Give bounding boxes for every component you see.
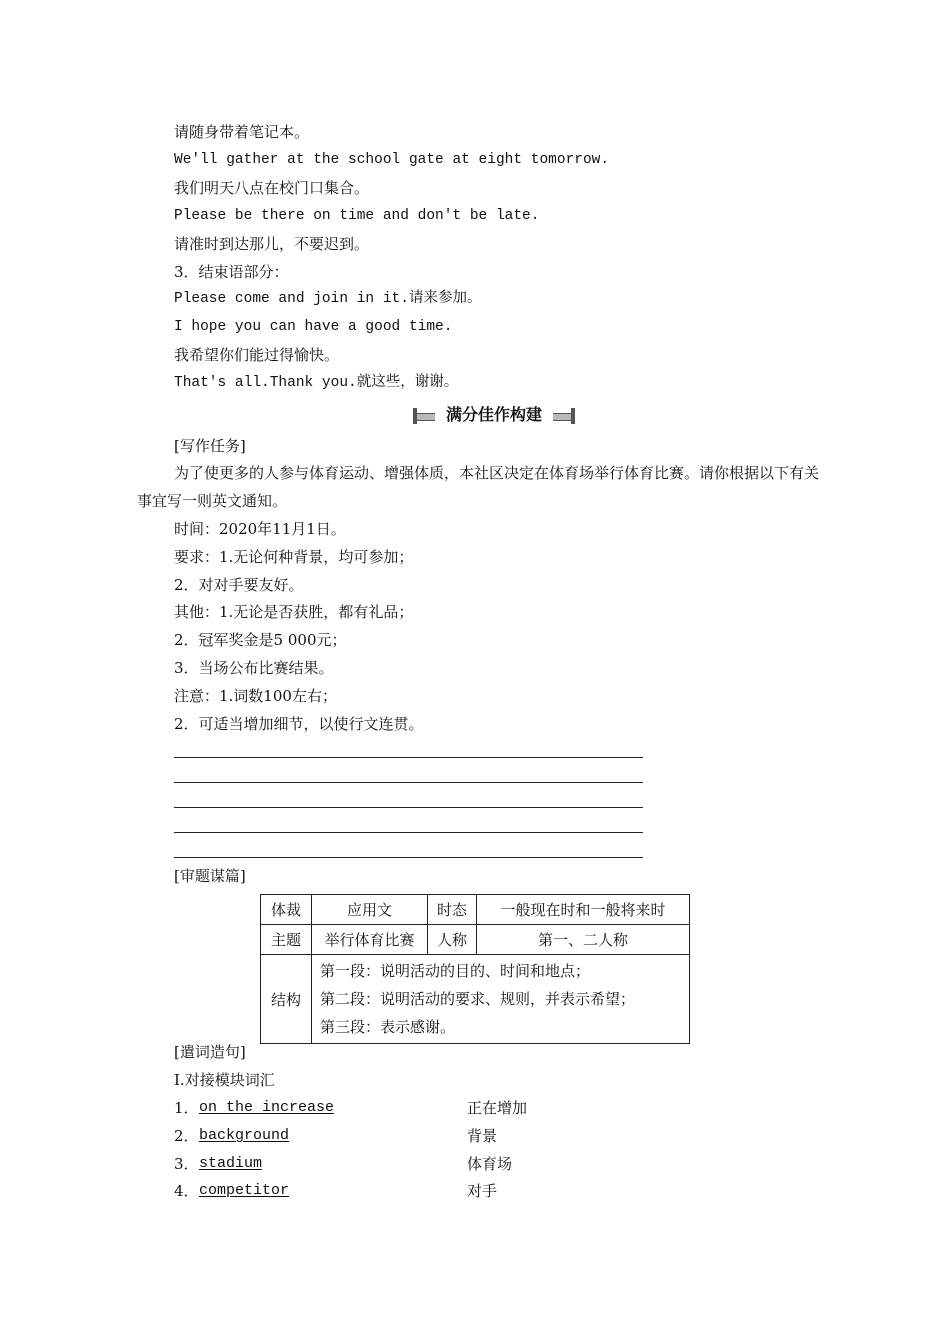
vocab-number: 4．: [174, 1182, 199, 1200]
table-cell: 举行体育比赛: [312, 925, 428, 955]
task-line: 要求：1.无论何种背景，均可参加；: [174, 548, 414, 566]
banner-cap-right: [571, 408, 575, 424]
text-line: 我们明天八点在校门口集合。: [174, 179, 370, 197]
vocab-chinese: 体育场: [467, 1155, 513, 1173]
section-banner: [413, 404, 575, 426]
task-line: 2．对对手要友好。: [174, 576, 304, 594]
vocab-chinese: 正在增加: [467, 1099, 528, 1117]
text-line: 我希望你们能过得愉快。: [174, 346, 340, 364]
vocab-number: 2．: [174, 1127, 199, 1145]
writing-line: [174, 832, 643, 833]
table-cell: 结构: [261, 955, 312, 1044]
table-cell: 第一、二人称: [477, 925, 690, 955]
table-cell: 一般现在时和一般将来时: [477, 895, 690, 925]
vocab-chinese: 对手: [467, 1182, 498, 1200]
text-line: I hope you can have a good time.: [174, 319, 453, 335]
section-heading: 3．结束语部分：: [174, 263, 289, 281]
text-line: We'll gather at the school gate at eight tomorrow.: [174, 152, 610, 168]
vocab-heading: [遣词造句]: [174, 1043, 246, 1061]
task-line: 2．冠军奖金是5 000元；: [174, 631, 347, 649]
text-line: 请随身带着笔记本。: [174, 123, 310, 141]
writing-line: [174, 807, 643, 808]
analysis-table: [260, 894, 690, 1044]
table-cell: 体裁: [261, 895, 312, 925]
analysis-heading: [审题谋篇]: [174, 867, 246, 885]
task-line: 时间：2020年11月1日。: [174, 520, 346, 538]
vocab-english: competitor: [199, 1182, 290, 1199]
task-heading: [写作任务]: [174, 437, 246, 455]
task-line: 注意：1.词数100左右；: [174, 687, 337, 705]
writing-line: [174, 782, 643, 783]
vocab-english: stadium: [199, 1155, 263, 1172]
writing-line: [174, 857, 643, 858]
task-line: 其他：1.无论是否获胜，都有礼品；: [174, 603, 414, 621]
writing-line: [174, 757, 643, 758]
task-line: 3．当场公布比赛结果。: [174, 659, 334, 677]
text-line: 请准时到达那儿，不要迟到。: [174, 235, 370, 253]
text-line: That's all.Thank you.就这些，谢谢。: [174, 375, 459, 391]
table-row: [261, 925, 690, 955]
vocab-english: background: [199, 1127, 290, 1144]
task-paragraph: 为了使更多的人参与体育运动、增强体质，本社区决定在体育场举行体育比赛。请你根据以下有关事宜写一则英文通知。: [137, 464, 820, 510]
text-line: Please come and join in it.请来参加。: [174, 291, 482, 307]
task-line: 2．可适当增加细节，以使行文连贯。: [174, 715, 424, 733]
table-cell: 人称: [428, 925, 477, 955]
table-cell: 应用文: [312, 895, 428, 925]
text-line: Please be there on time and don't be late.: [174, 208, 540, 224]
vocab-subheading: Ⅰ.对接模块词汇: [174, 1071, 275, 1089]
structure-line: 第一段：说明活动的目的、时间和地点；: [320, 962, 591, 980]
table-row: [261, 955, 690, 1044]
vocab-english: on the increase: [199, 1099, 335, 1116]
vocab-chinese: 背景: [467, 1127, 498, 1145]
table-cell: 主题: [261, 925, 312, 955]
table-cell: 时态: [428, 895, 477, 925]
structure-line: 第二段：说明活动的要求、规则，并表示希望；: [320, 990, 636, 1008]
vocab-number: 3．: [174, 1155, 199, 1173]
structure-line: 第三段：表示感谢。: [320, 1018, 456, 1036]
table-row: [261, 895, 690, 925]
banner-title: 满分佳作构建: [435, 404, 553, 426]
structure-cell: [312, 955, 690, 1044]
banner-cap-left: [413, 408, 417, 424]
vocab-number: 1．: [174, 1099, 199, 1117]
